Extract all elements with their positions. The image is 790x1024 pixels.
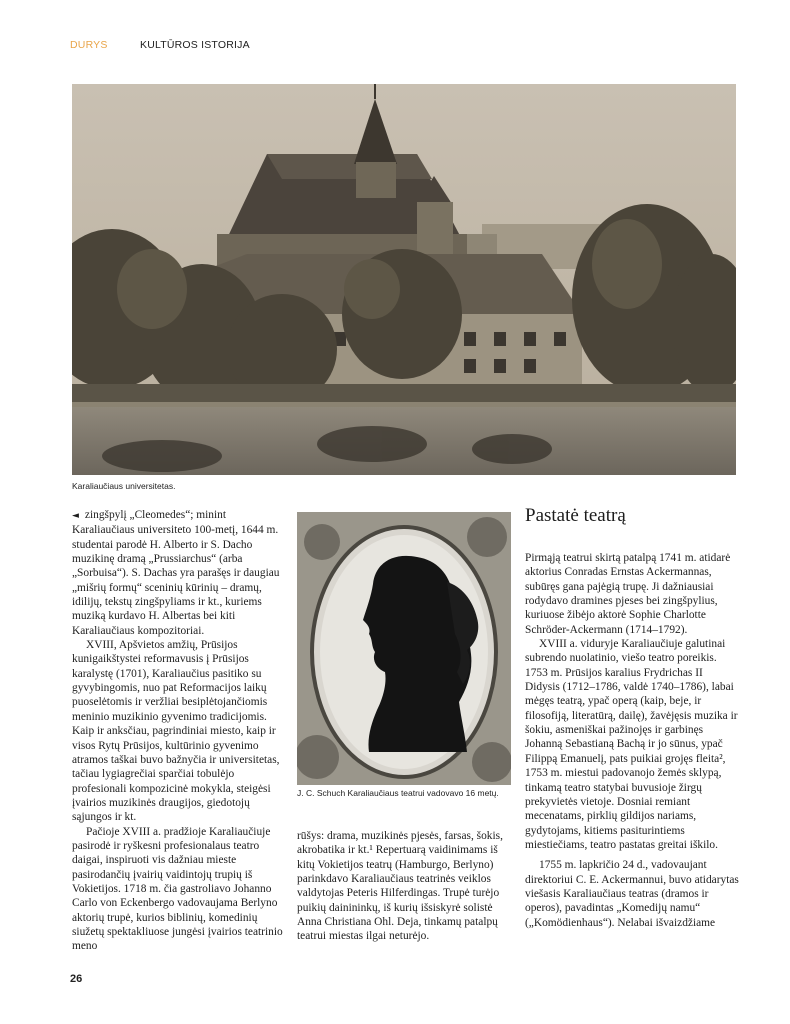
- page-number: 26: [70, 973, 83, 985]
- university-photo: [72, 84, 736, 475]
- paragraph: rūšys: drama, muzikinės pjesės, farsas, šokis, akrobatika ir kt.¹ Repertuarą vaidinimams iš kitų Vokietijos teatrų (Hamburgo, Berlyno) parinkdavo Karaliaučiaus teatrinės veiklos valdytojas Peteris Hilferdingas. Trupė turėjo puikių dainininkų, iš kurių išsiskyrė solistė Anna Christiana Ohl. Deja, tinkamų patalpų teatrui miestas ilgai neturėjo.: [297, 830, 503, 943]
- paragraph: 1755 m. lapkričio 24 d., vadovaujant direktoriui C. E. Ackermannui, buvo atidarytas viešasis Karaliaučiaus teatras (dramos ir operos), pavadintas „Komedijų namu“ („Komödienhaus“). Nelabai išvaizdžiame: [525, 859, 739, 929]
- portrait-caption: J. C. Schuch Karaliaučiaus teatrui vadovavo 16 metų.: [297, 788, 499, 798]
- header-section-label: DURYS: [70, 39, 108, 51]
- photo-caption: Karaliaučiaus universitetas.: [72, 481, 176, 491]
- continuation-arrow-icon: ◄: [72, 511, 79, 521]
- text-column-2: [297, 829, 512, 944]
- paragraph: Pirmąją teatrui skirtą patalpą 1741 m. atidarė aktorius Conradas Ernstas Ackermannas, subūręs gana pajėgią trupę. Ji dažniausiai rodydavo dramines pjeses bei zingšpylius, kuriuose žibėjo aktorė Sophie Charlotte Schröder-Ackermann (1714–1792).: [525, 552, 731, 636]
- text-column-3: [525, 551, 740, 930]
- paragraph: XVIII, Apšvietos amžių, Prūsijos kunigaikštystei reformavusis į Prūsijos karalystę (1701), Karaliaučius pasitiko su gyvybingomis, nuo pat Reformacijos laikų puoselėtomis ir veržliai besiplėtojančiomis meninio muzikinio gyvenimo tradicijomis. Kaip ir anksčiau, pagrindiniai miesto, kaip ir visos Rytų Prūsijos, kultūrinio gyvenimo atramos taškai buvo bažnyčia ir universitetas, tačiau lygiagrečiai sparčiai tobulėjo profesionali kompozicinė mokykla, steigėsi įvairios muzikinės draugijos, giedotojų sąjungos ir kt.: [72, 639, 280, 824]
- section-title: Pastatė teatrą: [525, 505, 626, 526]
- paragraph: XVIII a. viduryje Karaliaučiuje galutinai subrendo nuolatinio, viešo teatro poreikis. 1753 m. Prūsijos karalius Frydrichas II Didysis (1712–1786, valdė 1740–1786), labai mėgęs teatrą, ypač operą (kaip, beje, ir filosofiją, literatūrą, dailę), žavėjęsis muzika ir šokiu, asmeniškai pažinojęs ir garbinęs Johanną Sebastianą Bachą ir jo sūnus, ypač Filippą Emanuelį, pats puikiai grojęs fleita², 1753 m. miestui padovanojo žemės sklypą, tinkamą teatro statybai buvusioje žirgų prekyvietės vietoje. Dosniai remiant mecenatams, pirklių gildijos nariams, gydytojams, kitiems pasiturintiems miestiečiams, teatro pastatas greitai iškilo.: [525, 638, 738, 851]
- header-topic-label: KULTŪROS ISTORIJA: [140, 39, 250, 51]
- paragraph: Pačioje XVIII a. pradžioje Karaliaučiuje pasirodė ir ryškesni profesionalaus teatro daigai, inspiruoti vis dažniau mieste pasirodančių įvairių vaidintojų trupių iš Vokietijos. 1718 m. čia gastroliavo Johanno Carlo von Eckenbergo vadovaujama Berlyno aktorių trupė, kurios biblinių, komedinių siužetų spektakliuose jungėsi įvairios teatrinio meno: [72, 825, 283, 953]
- silhouette-portrait-image: [297, 512, 511, 785]
- text-column-1: [72, 508, 287, 954]
- paragraph: zingšpylį „Cleomedes“; minint Karaliaučiaus universiteto 100-metį, 1644 m. studentai parodė H. Alberto ir S. Dacho muzikinę dramą „Prussiarchus“ (arba „Sorbuisa“). S. Dachas yra parašęs ir daugiau „mišrių formų“ sceninių kūrinių – dramų, idilijų, tekstų zingšpyliams ir kt., kuriems muziką kurdavo H. Albertas bei kiti Karaliaučiaus kompozitoriai.: [72, 509, 280, 637]
